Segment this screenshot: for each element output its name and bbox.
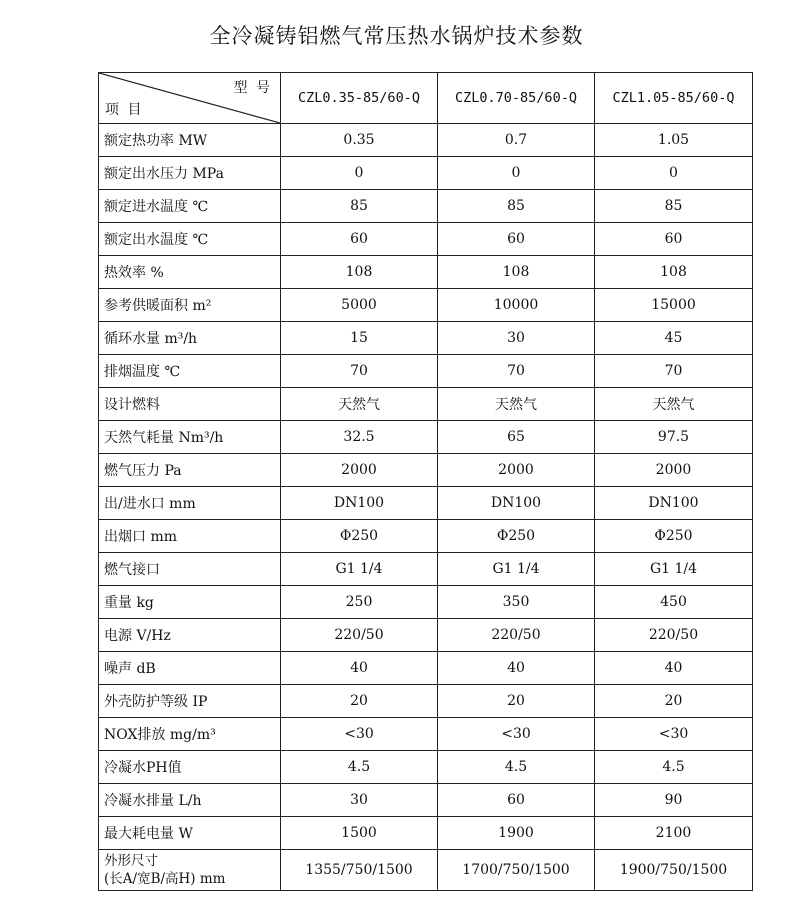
value-cell: 30 xyxy=(438,322,595,355)
row-label: 设计燃料 xyxy=(99,388,281,421)
row-label: 燃气接口 xyxy=(99,553,281,586)
table-row xyxy=(99,553,753,586)
value-cell: 220/50 xyxy=(281,619,438,652)
table-row xyxy=(99,619,753,652)
table-row xyxy=(99,256,753,289)
value-cell: 15 xyxy=(281,322,438,355)
value-cell: 350 xyxy=(438,586,595,619)
table-row xyxy=(99,190,753,223)
model-header: CZL0.70-85/60-Q xyxy=(438,73,595,124)
value-cell: 90 xyxy=(595,784,753,817)
value-cell: 40 xyxy=(281,652,438,685)
value-cell: 15000 xyxy=(595,289,753,322)
value-cell: 60 xyxy=(595,223,753,256)
value-cell: 108 xyxy=(595,256,753,289)
row-label: 出烟口 mm xyxy=(99,520,281,553)
value-cell: 0 xyxy=(438,157,595,190)
table-row xyxy=(99,322,753,355)
value-cell: DN100 xyxy=(438,487,595,520)
page-title: 全冷凝铸铝燃气常压热水锅炉技术参数 xyxy=(209,24,584,48)
value-cell: 32.5 xyxy=(281,421,438,454)
corner-cell xyxy=(99,73,281,124)
value-cell: 1355/750/1500 xyxy=(281,850,438,891)
value-cell: 2100 xyxy=(595,817,753,850)
value-cell: 2000 xyxy=(595,454,753,487)
row-label: 电源 V/Hz xyxy=(99,619,281,652)
table-row xyxy=(99,784,753,817)
value-cell: 108 xyxy=(281,256,438,289)
value-cell: 20 xyxy=(438,685,595,718)
value-cell: 1500 xyxy=(281,817,438,850)
spec-table xyxy=(98,72,753,891)
value-cell: 0.7 xyxy=(438,124,595,157)
table-row xyxy=(99,355,753,388)
value-cell: 220/50 xyxy=(595,619,753,652)
table-row xyxy=(99,157,753,190)
table-row xyxy=(99,817,753,850)
row-label: 参考供暖面积 m² xyxy=(99,289,281,322)
row-label: 天然气耗量 Nm³/h xyxy=(99,421,281,454)
value-cell: <30 xyxy=(595,718,753,751)
value-cell: 0 xyxy=(281,157,438,190)
value-cell: 45 xyxy=(595,322,753,355)
value-cell: 65 xyxy=(438,421,595,454)
table-row xyxy=(99,124,753,157)
value-cell: 0 xyxy=(595,157,753,190)
row-label: 噪声 dB xyxy=(99,652,281,685)
value-cell: 4.5 xyxy=(281,751,438,784)
value-cell: 4.5 xyxy=(595,751,753,784)
table-row xyxy=(99,487,753,520)
value-cell: 20 xyxy=(595,685,753,718)
table-row xyxy=(99,751,753,784)
model-header: CZL0.35-85/60-Q xyxy=(281,73,438,124)
value-cell: 天然气 xyxy=(438,388,595,421)
value-cell: 20 xyxy=(281,685,438,718)
row-label: 排烟温度 ℃ xyxy=(99,355,281,388)
table-row xyxy=(99,289,753,322)
value-cell: 10000 xyxy=(438,289,595,322)
row-label: NOX排放 mg/m³ xyxy=(99,718,281,751)
value-cell: 40 xyxy=(438,652,595,685)
table-row xyxy=(99,388,753,421)
value-cell: 天然气 xyxy=(281,388,438,421)
value-cell: 108 xyxy=(438,256,595,289)
value-cell: 4.5 xyxy=(438,751,595,784)
value-cell: 70 xyxy=(595,355,753,388)
row-label: 热效率 % xyxy=(99,256,281,289)
row-label: 冷凝水PH值 xyxy=(99,751,281,784)
table-row xyxy=(99,718,753,751)
corner-label-item: 项 目 xyxy=(105,102,144,118)
row-label: 冷凝水排量 L/h xyxy=(99,784,281,817)
value-cell: 2000 xyxy=(438,454,595,487)
value-cell: 1.05 xyxy=(595,124,753,157)
value-cell: G1 1/4 xyxy=(595,553,753,586)
value-cell: 85 xyxy=(281,190,438,223)
header-row xyxy=(99,73,753,124)
value-cell: Φ250 xyxy=(281,520,438,553)
row-label: 出/进水口 mm xyxy=(99,487,281,520)
table-row xyxy=(99,454,753,487)
value-cell: 70 xyxy=(438,355,595,388)
value-cell: 0.35 xyxy=(281,124,438,157)
spec-table-body xyxy=(99,73,753,891)
value-cell: 30 xyxy=(281,784,438,817)
row-label: 燃气压力 Pa xyxy=(99,454,281,487)
row-label: 额定出水压力 MPa xyxy=(99,157,281,190)
model-header: CZL1.05-85/60-Q xyxy=(595,73,753,124)
table-row xyxy=(99,850,753,891)
table-row xyxy=(99,586,753,619)
value-cell: 60 xyxy=(438,784,595,817)
row-label: 重量 kg xyxy=(99,586,281,619)
value-cell: 5000 xyxy=(281,289,438,322)
value-cell: 220/50 xyxy=(438,619,595,652)
table-row xyxy=(99,685,753,718)
row-label: 额定热功率 MW xyxy=(99,124,281,157)
row-label: 额定出水温度 ℃ xyxy=(99,223,281,256)
row-label: 外壳防护等级 IP xyxy=(99,685,281,718)
table-row xyxy=(99,520,753,553)
value-cell: 1900 xyxy=(438,817,595,850)
value-cell: 天然气 xyxy=(595,388,753,421)
row-label: 循环水量 m³/h xyxy=(99,322,281,355)
table-row xyxy=(99,652,753,685)
value-cell: DN100 xyxy=(281,487,438,520)
value-cell: 60 xyxy=(438,223,595,256)
value-cell: 70 xyxy=(281,355,438,388)
value-cell: 1900/750/1500 xyxy=(595,850,753,891)
value-cell: G1 1/4 xyxy=(281,553,438,586)
value-cell: 85 xyxy=(595,190,753,223)
row-label: 额定进水温度 ℃ xyxy=(99,190,281,223)
value-cell: 1700/750/1500 xyxy=(438,850,595,891)
row-label: 外形尺寸 (长A/宽B/高H) mm xyxy=(99,850,281,891)
table-row xyxy=(99,421,753,454)
corner-label-model: 型 号 xyxy=(233,80,272,96)
table-row xyxy=(99,223,753,256)
value-cell: Φ250 xyxy=(438,520,595,553)
value-cell: <30 xyxy=(438,718,595,751)
value-cell: Φ250 xyxy=(595,520,753,553)
value-cell: 2000 xyxy=(281,454,438,487)
value-cell: <30 xyxy=(281,718,438,751)
value-cell: 40 xyxy=(595,652,753,685)
value-cell: 60 xyxy=(281,223,438,256)
value-cell: 85 xyxy=(438,190,595,223)
value-cell: 250 xyxy=(281,586,438,619)
value-cell: DN100 xyxy=(595,487,753,520)
value-cell: 450 xyxy=(595,586,753,619)
value-cell: 97.5 xyxy=(595,421,753,454)
value-cell: G1 1/4 xyxy=(438,553,595,586)
row-label: 最大耗电量 W xyxy=(99,817,281,850)
